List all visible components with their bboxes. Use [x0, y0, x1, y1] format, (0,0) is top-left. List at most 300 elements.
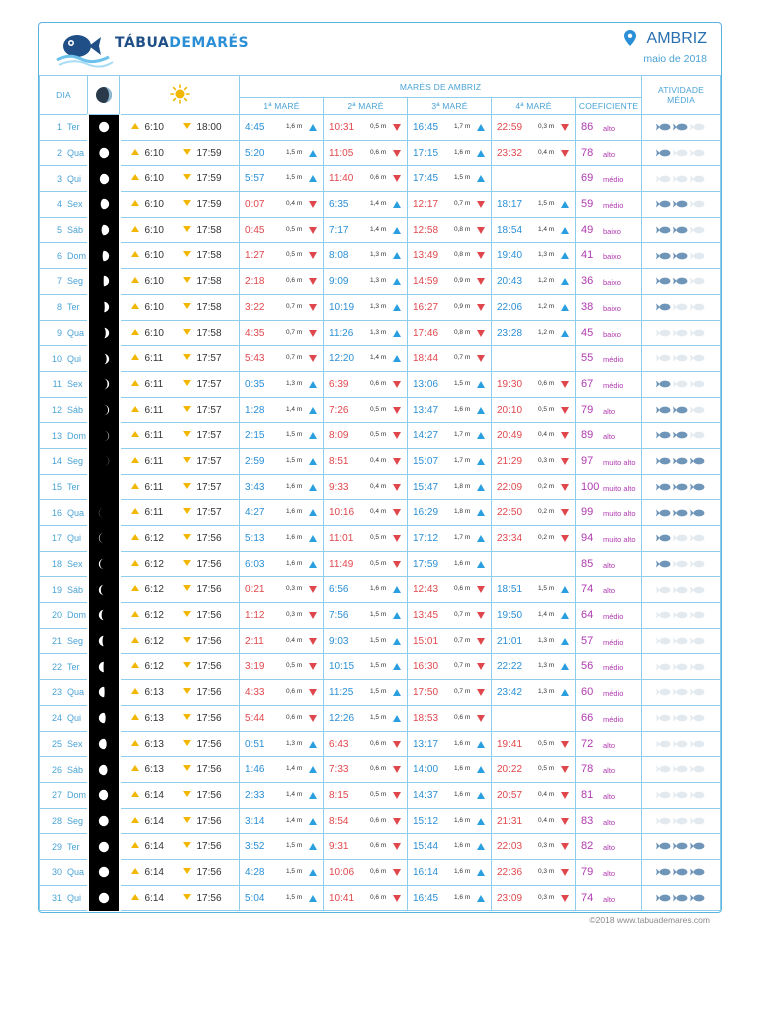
tide-cell [492, 269, 576, 295]
coefficient-cell [576, 243, 642, 269]
tide-time: 0:21 [245, 584, 265, 596]
tide-height: 1,3 m [538, 251, 555, 259]
tide-down-icon [393, 407, 401, 414]
tide-time: 15:44 [413, 841, 439, 853]
coefficient-cell [576, 166, 642, 192]
tide-time: 21:29 [497, 455, 523, 467]
day-number: 26 [51, 764, 62, 775]
activity-cell [642, 705, 721, 731]
sunrise-time: 6:11 [144, 430, 164, 442]
tide-time: 23:34 [497, 533, 523, 544]
tide-time: 13:17 [413, 738, 439, 750]
tide-height: 0,6 m [286, 713, 303, 721]
tide-up-icon [477, 175, 485, 182]
tide-time: 20:57 [497, 789, 523, 801]
tide-height: 1,5 m [538, 585, 555, 593]
weekday: Seg [67, 815, 84, 826]
sunrise [131, 816, 164, 827]
moon-cell [88, 526, 120, 552]
activity-cell [642, 551, 721, 577]
tide-cell [324, 140, 408, 166]
tide-up-icon [477, 895, 485, 902]
tide-height: 1,6 m [454, 893, 471, 901]
tide-height: 1,6 m [454, 559, 471, 567]
sun-cell [120, 654, 240, 680]
weekday: Dom [67, 430, 87, 441]
tide-cell [492, 115, 576, 141]
tide-cell [240, 731, 324, 757]
tide-cell [324, 500, 408, 526]
tide-height: 1,8 m [454, 508, 471, 516]
tide-cell [324, 577, 408, 603]
sunset-time: 17:56 [196, 558, 222, 570]
tide-height: 1,6 m [454, 739, 471, 747]
day-number: 1 [56, 122, 62, 133]
tide-height: 1,5 m [370, 688, 387, 696]
coefficient-cell [576, 859, 642, 885]
tide-time: 9:31 [329, 841, 349, 853]
tide-time: 18:17 [497, 199, 523, 211]
sunrise-time: 6:12 [144, 533, 164, 544]
sunrise-icon [131, 714, 139, 720]
fish-icon [673, 791, 688, 799]
tide-time: 17:50 [413, 687, 439, 699]
activity-cell [642, 577, 721, 603]
activity-cell [642, 397, 721, 423]
fish-icon [690, 765, 705, 773]
sunset [183, 199, 222, 210]
tide-cell [408, 320, 492, 346]
moon-phase-icon [98, 198, 110, 210]
sun-cell [120, 115, 240, 141]
fish-icon [673, 457, 688, 465]
tide-height: 0,7 m [286, 302, 303, 310]
tide-height: 1,7 m [454, 123, 471, 130]
day-number: 24 [51, 713, 62, 724]
tide-time: 4:28 [245, 866, 265, 878]
weekday: Qui [67, 353, 82, 364]
fish-icon [690, 252, 705, 260]
moon-icon [95, 86, 113, 104]
col-header-sun [120, 76, 240, 115]
sunrise-time: 6:11 [144, 481, 164, 493]
sunset-time: 17:57 [196, 455, 222, 467]
sunrise-icon [131, 585, 139, 591]
activity-cell [642, 269, 721, 295]
tide-cell [408, 859, 492, 885]
tide-time: 6:39 [329, 378, 349, 390]
sunrise-icon [131, 277, 139, 283]
sunrise-time: 6:12 [144, 610, 164, 622]
sunset [183, 148, 222, 159]
tide-height: 0,5 m [286, 225, 303, 233]
coefficient-cell [576, 577, 642, 603]
day-number: 28 [51, 815, 62, 826]
table-row [40, 269, 721, 295]
coefficient-value: 36 [581, 275, 594, 288]
fish-icon [656, 483, 671, 491]
tide-cell [408, 526, 492, 552]
fish-icon [690, 663, 705, 671]
tide-down-icon [561, 843, 569, 850]
activity-cell [642, 140, 721, 166]
sunset-time: 17:56 [196, 610, 222, 622]
tide-height: 1,5 m [370, 662, 387, 670]
coefficient-value: 49 [581, 223, 594, 236]
tide-cell [492, 140, 576, 166]
fish-icon [690, 842, 705, 850]
moon-cell [88, 474, 120, 500]
day-cell [40, 294, 88, 320]
coefficient-cell [576, 346, 642, 372]
table-row [40, 834, 721, 860]
day-number: 12 [51, 404, 62, 415]
tide-cell [240, 680, 324, 706]
tide-height: 1,5 m [454, 174, 471, 182]
tide-cell [408, 243, 492, 269]
fish-icon [690, 817, 705, 825]
day-cell [40, 834, 88, 860]
sunrise-time: 6:10 [144, 173, 164, 185]
col-header-coef: COEFICIENTE [576, 98, 642, 115]
fish-icon [690, 200, 705, 208]
tide-height: 0,3 m [286, 611, 303, 619]
tide-up-icon [561, 689, 569, 696]
tide-up-icon [393, 355, 401, 362]
tide-up-icon [561, 304, 569, 311]
sun-cell [120, 500, 240, 526]
tide-time: 3:43 [245, 481, 265, 493]
fish-icon [673, 175, 688, 183]
tide-height: 0,6 m [370, 842, 387, 850]
sunset-icon [183, 354, 191, 360]
tide-up-icon [309, 432, 317, 439]
tide-height: 0,4 m [538, 148, 555, 156]
moon-cell [88, 680, 120, 706]
day-cell [40, 526, 88, 552]
fish-icon [690, 534, 705, 542]
tide-cell [408, 680, 492, 706]
tide-up-icon [561, 612, 569, 619]
fish-icon [656, 252, 671, 260]
weekday: Seg [67, 276, 84, 287]
day-number: 2 [56, 148, 62, 159]
tide-height: 0,7 m [454, 200, 471, 208]
sunset-icon [183, 457, 191, 463]
tide-up-icon [393, 638, 401, 645]
day-number: 6 [56, 250, 62, 261]
tide-cell [408, 603, 492, 629]
tide-height: 0,7 m [454, 688, 471, 696]
sunrise-icon [131, 174, 139, 180]
sun-cell [120, 705, 240, 731]
coefficient-cell [576, 371, 642, 397]
sun-cell [120, 320, 240, 346]
moon-phase-icon [98, 815, 110, 827]
tide-down-icon [561, 150, 569, 157]
fish-icon [656, 226, 671, 234]
tide-height: 0,3 m [538, 842, 555, 850]
tide-time: 17:46 [413, 327, 439, 339]
activity-cell [642, 423, 721, 449]
tide-height: 0,7 m [286, 328, 303, 336]
sunrise [131, 841, 164, 852]
col-header-tide4: 4ª MARÉ [492, 98, 576, 115]
logo[interactable] [55, 27, 255, 69]
fish-icon [673, 483, 688, 491]
sunrise [131, 328, 164, 339]
tide-height: 0,4 m [370, 456, 387, 464]
tide-down-icon [561, 741, 569, 748]
tide-time: 7:33 [329, 764, 349, 776]
tide-time: 14:00 [413, 764, 439, 776]
sunset [183, 816, 222, 827]
moon-cell [88, 346, 120, 372]
coefficient-value: 67 [581, 377, 594, 390]
activity-cell [642, 320, 721, 346]
sunrise-time: 6:10 [144, 301, 164, 313]
table-row [40, 320, 721, 346]
tide-height: 1,3 m [370, 251, 387, 259]
sunset-time: 17:56 [196, 892, 222, 904]
month-label: maio de 2018 [643, 53, 707, 65]
tide-height: 1,3 m [286, 739, 303, 747]
tide-down-icon [561, 895, 569, 902]
coefficient-level: médio [603, 612, 624, 622]
sunset-time: 17:57 [196, 378, 222, 390]
sunrise-time: 6:14 [144, 789, 164, 801]
tide-cell [492, 166, 576, 192]
tide-time: 6:56 [329, 584, 349, 596]
tide-time: 2:15 [245, 430, 265, 442]
tide-height: 1,5 m [286, 148, 303, 156]
tide-up-icon [393, 330, 401, 337]
tide-time: 23:42 [497, 687, 523, 699]
tide-down-icon [561, 509, 569, 516]
tide-cell [240, 320, 324, 346]
tide-time: 10:16 [329, 507, 355, 519]
sunrise-icon [131, 740, 139, 746]
coefficient-cell [576, 757, 642, 783]
day-number: 21 [51, 636, 62, 647]
tide-cell [240, 140, 324, 166]
tide-time: 5:57 [245, 173, 265, 185]
day-cell [40, 140, 88, 166]
moon-phase-icon [98, 455, 110, 467]
fish-icon [673, 406, 688, 414]
sunset [183, 405, 222, 416]
tide-up-icon [477, 535, 485, 542]
tide-cell [408, 654, 492, 680]
moon-cell [88, 782, 120, 808]
sunset-time: 17:58 [196, 301, 222, 313]
sunset [183, 276, 222, 287]
fish-icon [690, 637, 705, 645]
day-cell [40, 397, 88, 423]
tide-height: 1,5 m [286, 842, 303, 850]
tide-cell [492, 859, 576, 885]
day-cell [40, 885, 88, 911]
weekday: Qua [67, 867, 85, 878]
tide-time: 19:40 [497, 250, 523, 262]
sun-cell [120, 217, 240, 243]
tide-up-icon [309, 535, 317, 542]
sunrise [131, 893, 164, 904]
tide-time: 16:45 [413, 892, 439, 904]
day-number: 13 [51, 430, 62, 441]
tide-up-icon [561, 227, 569, 234]
tide-time: 16:29 [413, 507, 439, 519]
tide-cell [492, 680, 576, 706]
weekday: Sáb [67, 584, 84, 595]
tide-height: 1,6 m [454, 816, 471, 824]
fish-icon [690, 740, 705, 748]
tide-cell [492, 192, 576, 218]
footer-copyright[interactable]: ©2018 www.tabuademares.com [589, 915, 710, 925]
moon-phase-icon [98, 558, 110, 570]
coefficient-value: 82 [581, 840, 594, 853]
tide-cell [492, 628, 576, 654]
day-cell [40, 654, 88, 680]
sunset [183, 533, 222, 544]
sunset [183, 739, 222, 750]
table-body [40, 115, 721, 911]
sunrise-icon [131, 894, 139, 900]
weekday: Sex [67, 559, 83, 570]
tide-height: 0,6 m [454, 713, 471, 721]
moon-phase-icon [98, 738, 110, 750]
tide-up-icon [393, 715, 401, 722]
tide-cell [240, 859, 324, 885]
coefficient-level: alto [603, 817, 616, 827]
tide-down-icon [309, 612, 317, 619]
tide-cell [240, 834, 324, 860]
moon-phase-icon [98, 327, 110, 339]
sunrise-time: 6:13 [144, 764, 164, 776]
sunrise [131, 507, 164, 518]
table-row [40, 423, 721, 449]
sunrise-time: 6:11 [144, 353, 164, 365]
tide-down-icon [393, 792, 401, 799]
tide-height: 0,5 m [370, 123, 387, 130]
sunset-time: 17:58 [196, 224, 222, 236]
table-row [40, 603, 721, 629]
coefficient-level: baixo [603, 329, 621, 339]
weekday: Sex [67, 738, 83, 749]
weekday: Sáb [67, 764, 84, 775]
tide-time: 23:32 [497, 147, 523, 159]
sun-cell [120, 397, 240, 423]
tide-cell [324, 834, 408, 860]
tide-time: 11:01 [329, 533, 354, 544]
tide-cell [492, 294, 576, 320]
tide-down-icon [309, 227, 317, 234]
fish-icon [673, 380, 688, 388]
tide-up-icon [309, 843, 317, 850]
tide-down-icon [477, 689, 485, 696]
sun-cell [120, 526, 240, 552]
tide-down-icon [309, 355, 317, 362]
tide-cell [240, 371, 324, 397]
moon-phase-icon [98, 301, 110, 313]
tide-time: 5:44 [245, 712, 265, 724]
tide-height: 1,6 m [454, 867, 471, 875]
coefficient-cell [576, 782, 642, 808]
coefficient-value: 66 [581, 711, 594, 724]
tide-height: 1,3 m [538, 636, 555, 644]
sunset-time: 17:58 [196, 327, 222, 339]
fish-icon [673, 663, 688, 671]
tide-height: 1,4 m [286, 765, 303, 773]
tide-height: 1,5 m [538, 200, 555, 208]
moon-cell [88, 269, 120, 295]
tide-time: 14:37 [413, 789, 439, 801]
table-row [40, 346, 721, 372]
tide-down-icon [477, 304, 485, 311]
tide-down-icon [393, 150, 401, 157]
fish-icon [690, 303, 705, 311]
tide-cell [240, 217, 324, 243]
tide-time: 15:12 [413, 815, 439, 827]
tide-cell [324, 808, 408, 834]
sunrise-icon [131, 200, 139, 206]
tide-height: 1,3 m [370, 302, 387, 310]
sunset-time: 17:56 [196, 815, 222, 827]
tide-time: 11:40 [329, 173, 354, 185]
tide-cell [492, 603, 576, 629]
tide-time: 15:47 [413, 481, 439, 493]
tide-height: 1,4 m [370, 225, 387, 233]
fish-icon [656, 534, 671, 542]
tide-time: 10:41 [329, 892, 355, 904]
tide-cell [324, 885, 408, 911]
moon-phase-icon [98, 661, 110, 673]
moon-cell [88, 859, 120, 885]
activity-cell [642, 731, 721, 757]
sunset [183, 482, 222, 493]
day-cell [40, 166, 88, 192]
day-cell [40, 680, 88, 706]
table-row [40, 628, 721, 654]
tide-down-icon [309, 252, 317, 259]
coefficient-value: 38 [581, 300, 594, 313]
sunrise [131, 456, 164, 467]
day-number: 18 [51, 559, 62, 570]
tide-cell [240, 628, 324, 654]
table-row [40, 115, 721, 141]
tide-down-icon [393, 766, 401, 773]
tide-up-icon [477, 509, 485, 516]
tide-cell [408, 628, 492, 654]
day-number: 3 [56, 173, 62, 184]
tide-height: 0,6 m [370, 379, 387, 387]
sun-cell [120, 294, 240, 320]
fish-icon [673, 611, 688, 619]
day-cell [40, 603, 88, 629]
tide-cell [324, 782, 408, 808]
sunrise [131, 739, 164, 750]
sunrise [131, 250, 164, 261]
tide-cell [240, 885, 324, 911]
tide-cell [492, 397, 576, 423]
table-row [40, 782, 721, 808]
weekday: Dom [67, 250, 87, 261]
coefficient-cell [576, 500, 642, 526]
fish-icon [673, 123, 688, 131]
tide-height: 0,5 m [538, 405, 555, 413]
coefficient-cell [576, 140, 642, 166]
coefficient-level: alto [603, 740, 616, 750]
